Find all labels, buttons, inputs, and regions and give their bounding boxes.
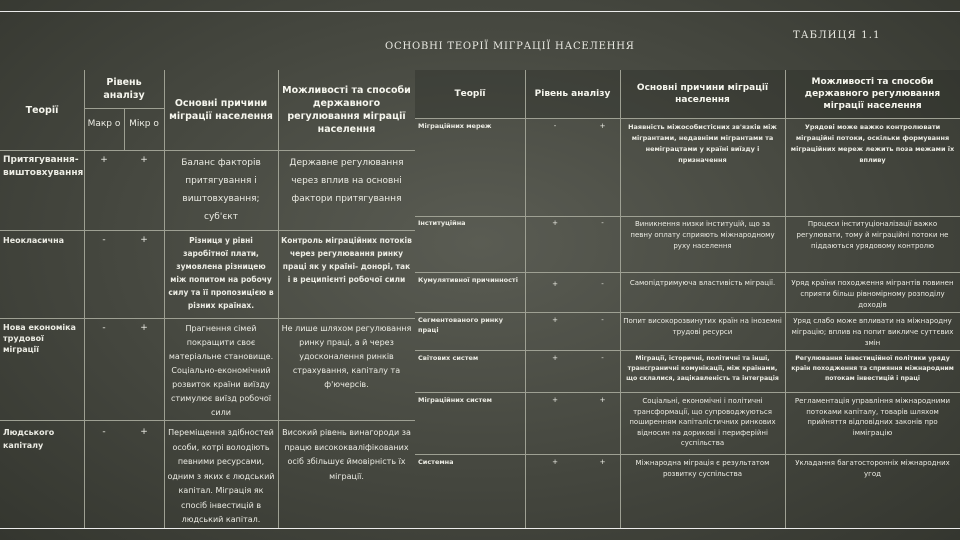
slide-title: ОСНОВНІ ТЕОРІЇ МІГРАЦІЇ НАСЕЛЕННЯ bbox=[385, 41, 635, 52]
right-row-theory: Світових систем bbox=[418, 354, 479, 362]
left-row-macro: - bbox=[102, 235, 106, 245]
left-row-regulation: Високий рівень винагороди за працю висококваліфікованих осіб збільшує ймовірність їх міграції. bbox=[282, 428, 411, 481]
right-row-micro: - bbox=[601, 354, 604, 362]
left-row-causes: Прагнення сімей покращити своє матеріальне становище. Соціально-економічний розвиток країни виїзду стимулює виїзд робочої сили bbox=[168, 324, 274, 417]
right-row-theory: Міграційних систем bbox=[418, 396, 492, 404]
top-rule bbox=[0, 11, 960, 12]
right-row-theory: Сегментованого ринку праці bbox=[418, 316, 503, 334]
table-number: ТАБЛИЦЯ 1.1 bbox=[793, 30, 881, 41]
left-row-macro: - bbox=[102, 323, 106, 333]
left-header-causes: Основні причини міграції населення bbox=[169, 98, 273, 122]
right-row-micro: + bbox=[599, 396, 606, 404]
right-row-macro: + bbox=[552, 396, 558, 404]
right-row-causes: Наявність міжособистісних зв'язків між мігрантами, недавніми мігрантами та неміграцтами у країні виїзду і призначення bbox=[628, 123, 777, 164]
left-header-regulation: Можливості та способи державного регулювання міграції населення bbox=[282, 85, 411, 135]
right-row-theory: Інституційна bbox=[418, 219, 466, 227]
right-header-level: Рівень аналізу bbox=[534, 89, 611, 99]
left-header-micro: Мікр о bbox=[129, 119, 159, 129]
left-row-theory: Неокласична bbox=[3, 236, 65, 245]
right-row-macro: + bbox=[552, 458, 558, 466]
left-row-causes: Баланс факторів притягування і виштовхування; суб'єкт bbox=[181, 158, 261, 222]
right-row-causes: Міграції, історичні, політичні та інші, трансграничні комунікації, між країнами, що склалися, зацікавленість та інтеграція bbox=[626, 355, 779, 382]
right-row-macro: + bbox=[552, 316, 558, 324]
right-row-micro: + bbox=[599, 122, 606, 130]
left-header-theory: Теорії bbox=[25, 104, 59, 116]
right-row-theory: Міграційних мереж bbox=[418, 122, 492, 130]
bottom-rule bbox=[0, 528, 960, 529]
left-header-level: Рівень аналізу bbox=[103, 77, 145, 101]
right-row-macro: + bbox=[552, 280, 558, 288]
right-row-macro: - bbox=[553, 122, 557, 130]
left-row-regulation: Не лише шляхом регулювання ринку праці, а й через удосконалення ринків страхування, капіталу та ф'ючерсів. bbox=[281, 324, 412, 389]
right-row-micro: - bbox=[601, 280, 604, 288]
left-row-theory: Нова економіка трудової міграції bbox=[3, 323, 76, 354]
left-row-causes: Переміщення здібностей особи, котрі володіють певними ресурсами, одним з яких є людський капітал. Міграція як спосіб інвестицій в людський капітал. bbox=[167, 428, 275, 524]
right-row-regulation: Процеси інституціоналізації важко регулювати, тому й міграційні потоки не піддаються урядовому контролю bbox=[796, 220, 949, 250]
left-row-macro: - bbox=[102, 427, 106, 437]
right-row-micro: + bbox=[599, 458, 606, 466]
right-row-theory: Кумулятивної причинності bbox=[418, 276, 518, 284]
left-row-theory: Людського капіталу bbox=[3, 428, 55, 450]
left-row-micro: + bbox=[140, 427, 148, 437]
right-row-macro: + bbox=[552, 219, 558, 227]
right-row-micro: - bbox=[601, 316, 604, 324]
right-row-regulation: Регламентація управління міжнародними потоками капіталу, товарів шляхом прийняття відповідних законів про імміграцію bbox=[794, 397, 951, 437]
right-header-theory: Теорії bbox=[454, 89, 486, 99]
right-row-regulation: Уряд країни походження мігрантів повинен сприяти більш рівномірному розподілу доходів bbox=[791, 279, 954, 309]
left-row-micro: + bbox=[140, 235, 148, 245]
right-row-regulation: Укладання багатосторонніх міжнародних угод bbox=[795, 459, 950, 478]
right-row-causes: Соціальні, економічні і політичні трансформації, що супроводжуються поширенням капіталістичних ринкових відносин на дорикові і периферійні суспільства bbox=[629, 397, 776, 447]
left-row-micro: + bbox=[140, 155, 148, 165]
left-row-regulation: Контроль міграційних потоків через регулювання ринку праці як у країні- донорі, так і в реципієнті робочої сили bbox=[281, 236, 412, 284]
right-row-causes: Самопідтримуюча властивість міграції. bbox=[629, 279, 776, 287]
right-row-theory: Системна bbox=[418, 458, 454, 466]
right-header-causes: Основні причини міграції населення bbox=[636, 83, 769, 105]
right-row-causes: Попит високорозвинутих країн на іноземні трудові ресурси bbox=[623, 317, 782, 336]
right-row-regulation: Уряд слабо може впливати на міжнародну міграцію; вплив на попит викличе суттєвих змін bbox=[791, 317, 954, 347]
right-row-causes: Міжнародна міграція є результатом розвитку суспільства bbox=[635, 459, 770, 478]
right-row-macro: + bbox=[552, 354, 558, 362]
right-row-regulation: Регулювання інвестиційної політики уряду країн походження та сприяння міжнародним потокам інвестицій і праці bbox=[791, 355, 954, 382]
left-row-micro: + bbox=[140, 323, 148, 333]
left-header-macro: Макр о bbox=[87, 119, 121, 129]
left-row-causes: Різниця у рівні заробітної плати, зумовлена різницею між попитом на робочу силу та її пропозицією в різних країнах. bbox=[168, 236, 274, 310]
left-row-theory: Притягування-виштовхування bbox=[3, 155, 84, 178]
right-row-causes: Виникнення низки інституцій, що за певну оплату сприяють міжнародному руху населення bbox=[630, 220, 775, 250]
right-row-regulation: Урядові може важко контролювати міграційні потоки, оскільки формування міграційних мереж лежить поза межами їх впливу bbox=[790, 123, 955, 164]
left-row-regulation: Державне регулювання через вплив на основні фактори притягування bbox=[289, 158, 404, 204]
right-row-micro: - bbox=[601, 219, 604, 227]
left-row-macro: + bbox=[100, 155, 108, 165]
right-header-regulation: Можливості та способи державного регулювання міграції населення bbox=[804, 77, 941, 111]
